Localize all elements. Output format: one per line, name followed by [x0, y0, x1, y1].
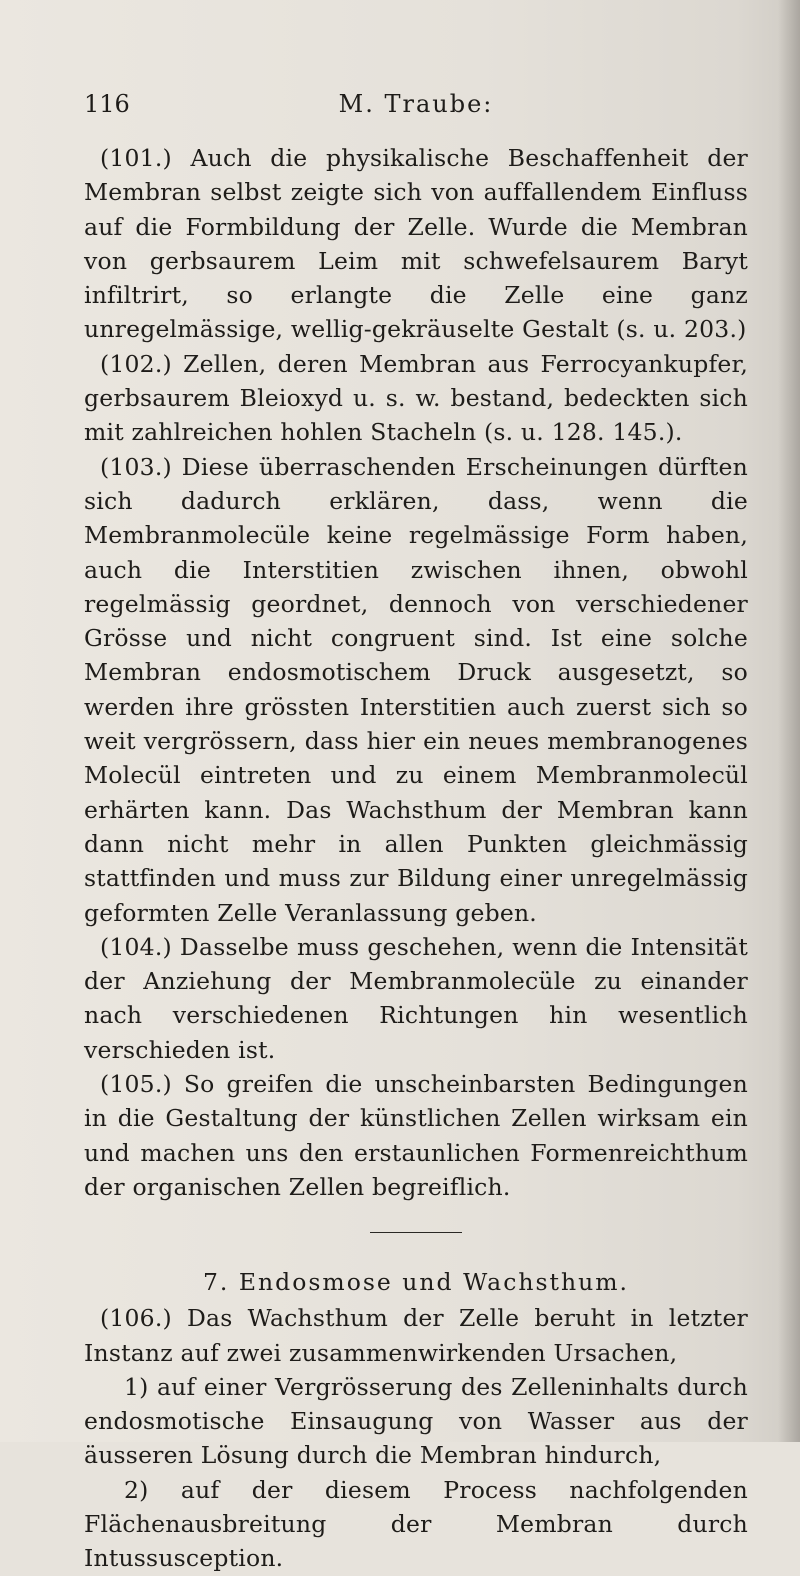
binding-shadow: [778, 0, 800, 1442]
page-header: [84, 84, 748, 124]
paragraph-101: (101.) Auch die physikalische Beschaffenheit der Membran selbst zeigte sich von auffallendem Einfluss auf die Formbildung der Zelle. Wurde die Membran von gerbsaurem Leim mit schwefelsaurem Baryt infiltrirt, so erlangte die Zelle eine ganz unregelmässige, wellig-gekräuselte Gestalt (s. u. 203.): [84, 144, 748, 344]
list-item-2: 2) auf der diesem Process nachfolgenden Flächenausbreitung der Membran durch Intussusception.: [84, 1475, 748, 1573]
paragraph-104: (104.) Dasselbe muss geschehen, wenn die Intensität der Anziehung der Membranmolecüle zu einander nach verschiedenen Richtungen hin wesentlich verschieden ist.: [84, 932, 748, 1064]
page-number: 116: [84, 90, 130, 118]
paragraph-102: (102.) Zellen, deren Membran aus Ferrocyankupfer, gerbsaurem Bleioxyd u. s. w. bestand, bedeckten sich mit zahlreichen hohlen Stacheln (s. u. 128. 145.).: [84, 349, 748, 447]
running-title: M. Traube:: [338, 90, 494, 118]
section-divider: [370, 1232, 462, 1233]
paragraph-103: (103.) Diese überraschenden Erscheinungen dürften sich dadurch erklären, dass, wenn die Membranmolecüle keine regelmässige Form haben, auch die Interstitien zwischen ihnen, obwohl regelmässig geordnet, dennoch von verschiedener Grösse und nicht congruent sind. Ist eine solche Membran endosmotischem Druck ausgesetzt, so werden ihre grössten Interstitien auch zuerst sich so weit vergrössern, dass hier ein neues membranogenes Molecül eintreten und zu einem Membranmolecül erhärten kann. Das Wachsthum der Membran kann dann nicht mehr in allen Punkten gleichmässig stattfinden und muss zur Bildung einer unregelmässig geformten Zelle Veranlassung geben.: [84, 452, 748, 927]
paragraph-105: (105.) So greifen die unscheinbarsten Bedingungen in die Gestaltung der künstlichen Zellen wirksam ein und machen uns den erstaunlichen Formenreichthum der organischen Zellen begreiflich.: [84, 1070, 748, 1201]
paragraph-106: (106.) Das Wachsthum der Zelle beruht in letzter Instanz auf zwei zusammenwirkenden Ursachen,: [84, 1304, 748, 1367]
section-heading: 7. Endosmose und Wachsthum.: [202, 1268, 630, 1297]
list-item-1: 1) auf einer Vergrösserung des Zelleninhalts durch endosmotische Einsaugung von Wasser aus der äusseren Lösung durch die Membran hindurch,: [84, 1372, 748, 1470]
body-text: [84, 141, 748, 1576]
